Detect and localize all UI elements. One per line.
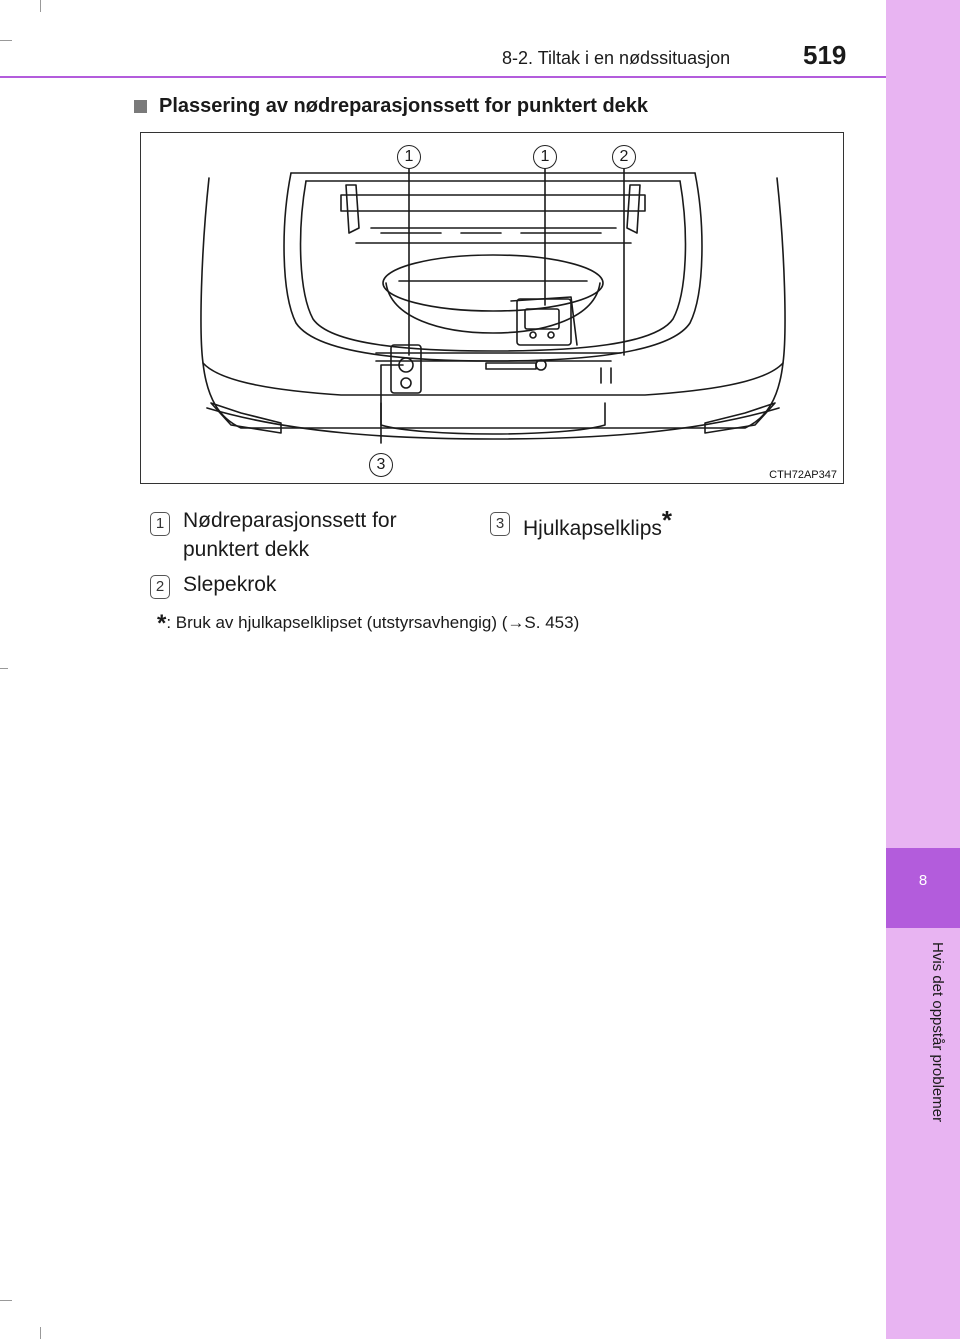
header-rule	[0, 76, 886, 78]
legend-number-1: 1	[150, 512, 170, 536]
crop-mark	[0, 1300, 12, 1301]
footnote	[157, 610, 579, 638]
heading-text: Plassering av nødreparasjonssett for punktert dekk	[159, 95, 649, 117]
legend-text-1-line2: punktert dekk	[183, 538, 310, 561]
section-heading	[134, 95, 648, 118]
chapter-tab[interactable]	[886, 848, 960, 928]
legend-star: *	[661, 505, 673, 535]
chapter-number: 8	[918, 872, 928, 889]
crop-mark	[0, 40, 12, 41]
legend-number-3: 3	[490, 512, 510, 536]
footnote-text: : Bruk av hjulkapselklipset (utstyrsavhengig) (→S. 453)	[166, 613, 580, 632]
square-bullet-icon	[134, 100, 147, 113]
callout-3: 3	[369, 453, 393, 477]
page-number: 519	[803, 40, 847, 70]
footnote-star: *	[157, 610, 167, 637]
legend-text-3-label: Hjulkapselklips	[523, 517, 662, 540]
callout-1b: 1	[533, 145, 557, 169]
legend-text-2: Slepekrok	[183, 573, 277, 596]
header-section-title: 8-2. Tiltak i en nødssituasjon	[502, 48, 731, 68]
car-trunk-illustration	[140, 132, 844, 484]
legend-text-3	[523, 506, 672, 543]
callout-1a: 1	[397, 145, 421, 169]
crop-mark	[0, 668, 8, 669]
legend-text-1-line1: Nødreparasjonssett for	[183, 509, 397, 532]
figure-code: CTH72AP347	[769, 469, 837, 481]
crop-mark	[40, 1327, 41, 1339]
crop-mark	[40, 0, 41, 12]
car-rear-drawing	[141, 133, 845, 485]
callout-2: 2	[612, 145, 636, 169]
legend-number-2: 2	[150, 575, 170, 599]
chapter-title: Hvis det oppstår problemer	[929, 942, 946, 1123]
